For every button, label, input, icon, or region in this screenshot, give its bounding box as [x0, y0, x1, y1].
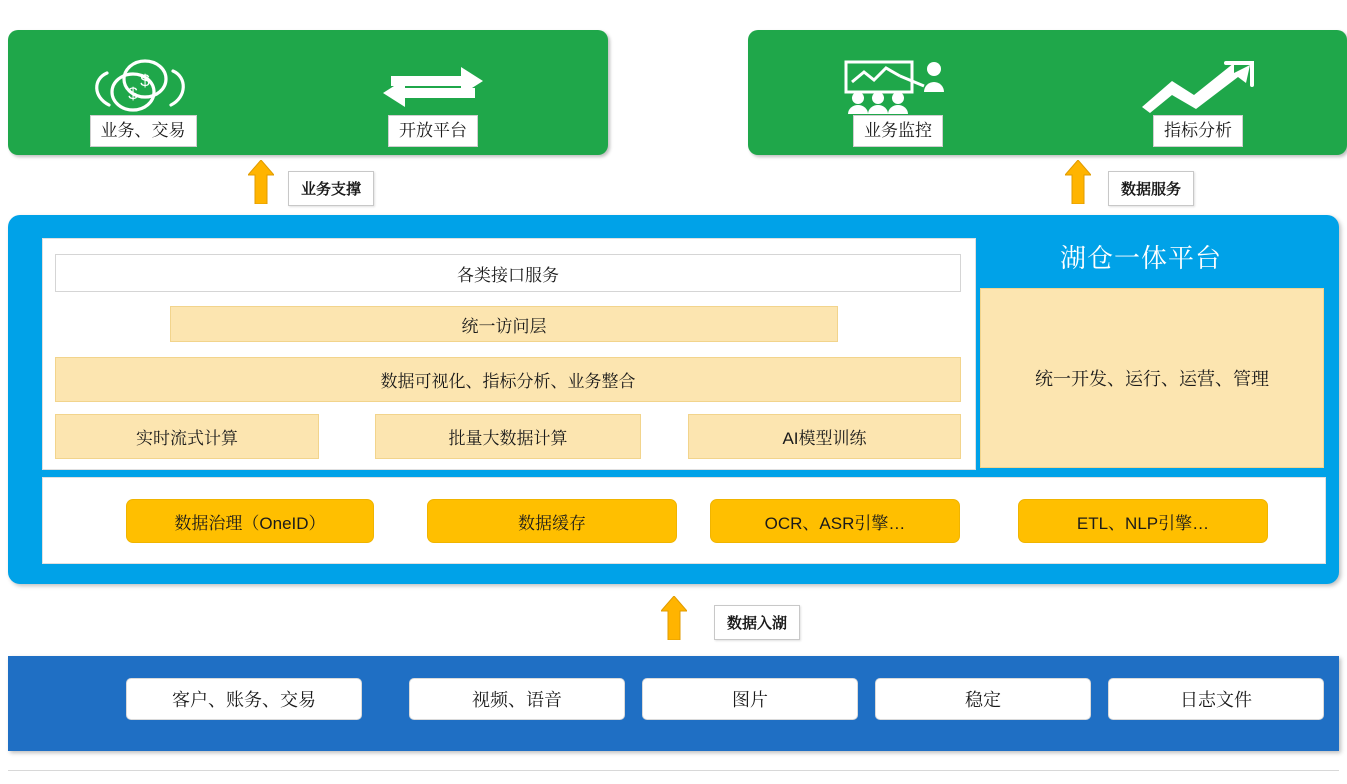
source-log-files[interactable]: 日志文件: [1108, 678, 1324, 720]
engine-data-cache[interactable]: 数据缓存: [427, 499, 677, 543]
svg-text:$: $: [140, 71, 150, 90]
compute-realtime-stream[interactable]: 实时流式计算: [55, 414, 319, 459]
panel-label-business-monitor: 业务监控: [853, 115, 943, 147]
exchange-arrows-icon: [373, 57, 493, 115]
source-customer-account-transaction[interactable]: 客户、账务、交易: [126, 678, 362, 720]
compute-batch-bigdata[interactable]: 批量大数据计算: [375, 414, 641, 459]
panel-label-open-platform: 开放平台: [388, 115, 478, 147]
platform-title: 湖仓一体平台: [1060, 243, 1223, 273]
engine-data-governance[interactable]: 数据治理（OneID）: [126, 499, 374, 543]
layer-interface-service[interactable]: 各类接口服务: [55, 254, 961, 292]
engine-etl-nlp[interactable]: ETL、NLP引擎…: [1018, 499, 1268, 543]
green-panel-data-service: [748, 30, 1347, 155]
green-panel-business: [8, 30, 608, 155]
panel-cell-business-transaction: [48, 42, 238, 147]
engine-ocr-asr[interactable]: OCR、ASR引擎…: [710, 499, 960, 543]
bottom-divider: [8, 770, 1339, 771]
money-coins-icon: [83, 57, 203, 115]
connector-label-data-ingest: 数据入湖: [714, 605, 800, 640]
up-arrow-icon-business-support: [248, 160, 274, 204]
up-arrow-icon-data-ingest: [661, 596, 687, 640]
monitoring-people-icon: [838, 57, 958, 115]
panel-label-metric-analysis: 指标分析: [1153, 115, 1243, 147]
compute-ai-training[interactable]: AI模型训练: [688, 414, 961, 459]
panel-cell-metric-analysis: [1103, 42, 1293, 147]
growth-chart-icon: [1138, 57, 1258, 115]
up-arrow-icon-data-service: [1065, 160, 1091, 204]
source-image[interactable]: 图片: [642, 678, 858, 720]
layer-visualization[interactable]: 数据可视化、指标分析、业务整合: [55, 357, 961, 402]
source-stable[interactable]: 稳定: [875, 678, 1091, 720]
connector-label-business-support: 业务支撑: [288, 171, 374, 206]
source-video-audio[interactable]: 视频、语音: [409, 678, 625, 720]
layer-unified-access[interactable]: 统一访问层: [170, 306, 838, 342]
panel-cell-open-platform: [338, 42, 528, 147]
panel-label-business-transaction: 业务、交易: [90, 115, 197, 147]
connector-label-data-service: 数据服务: [1108, 171, 1194, 206]
svg-text:$: $: [128, 84, 138, 103]
management-panel[interactable]: 统一开发、运行、运营、管理: [980, 288, 1324, 468]
panel-cell-business-monitor: [803, 42, 993, 147]
